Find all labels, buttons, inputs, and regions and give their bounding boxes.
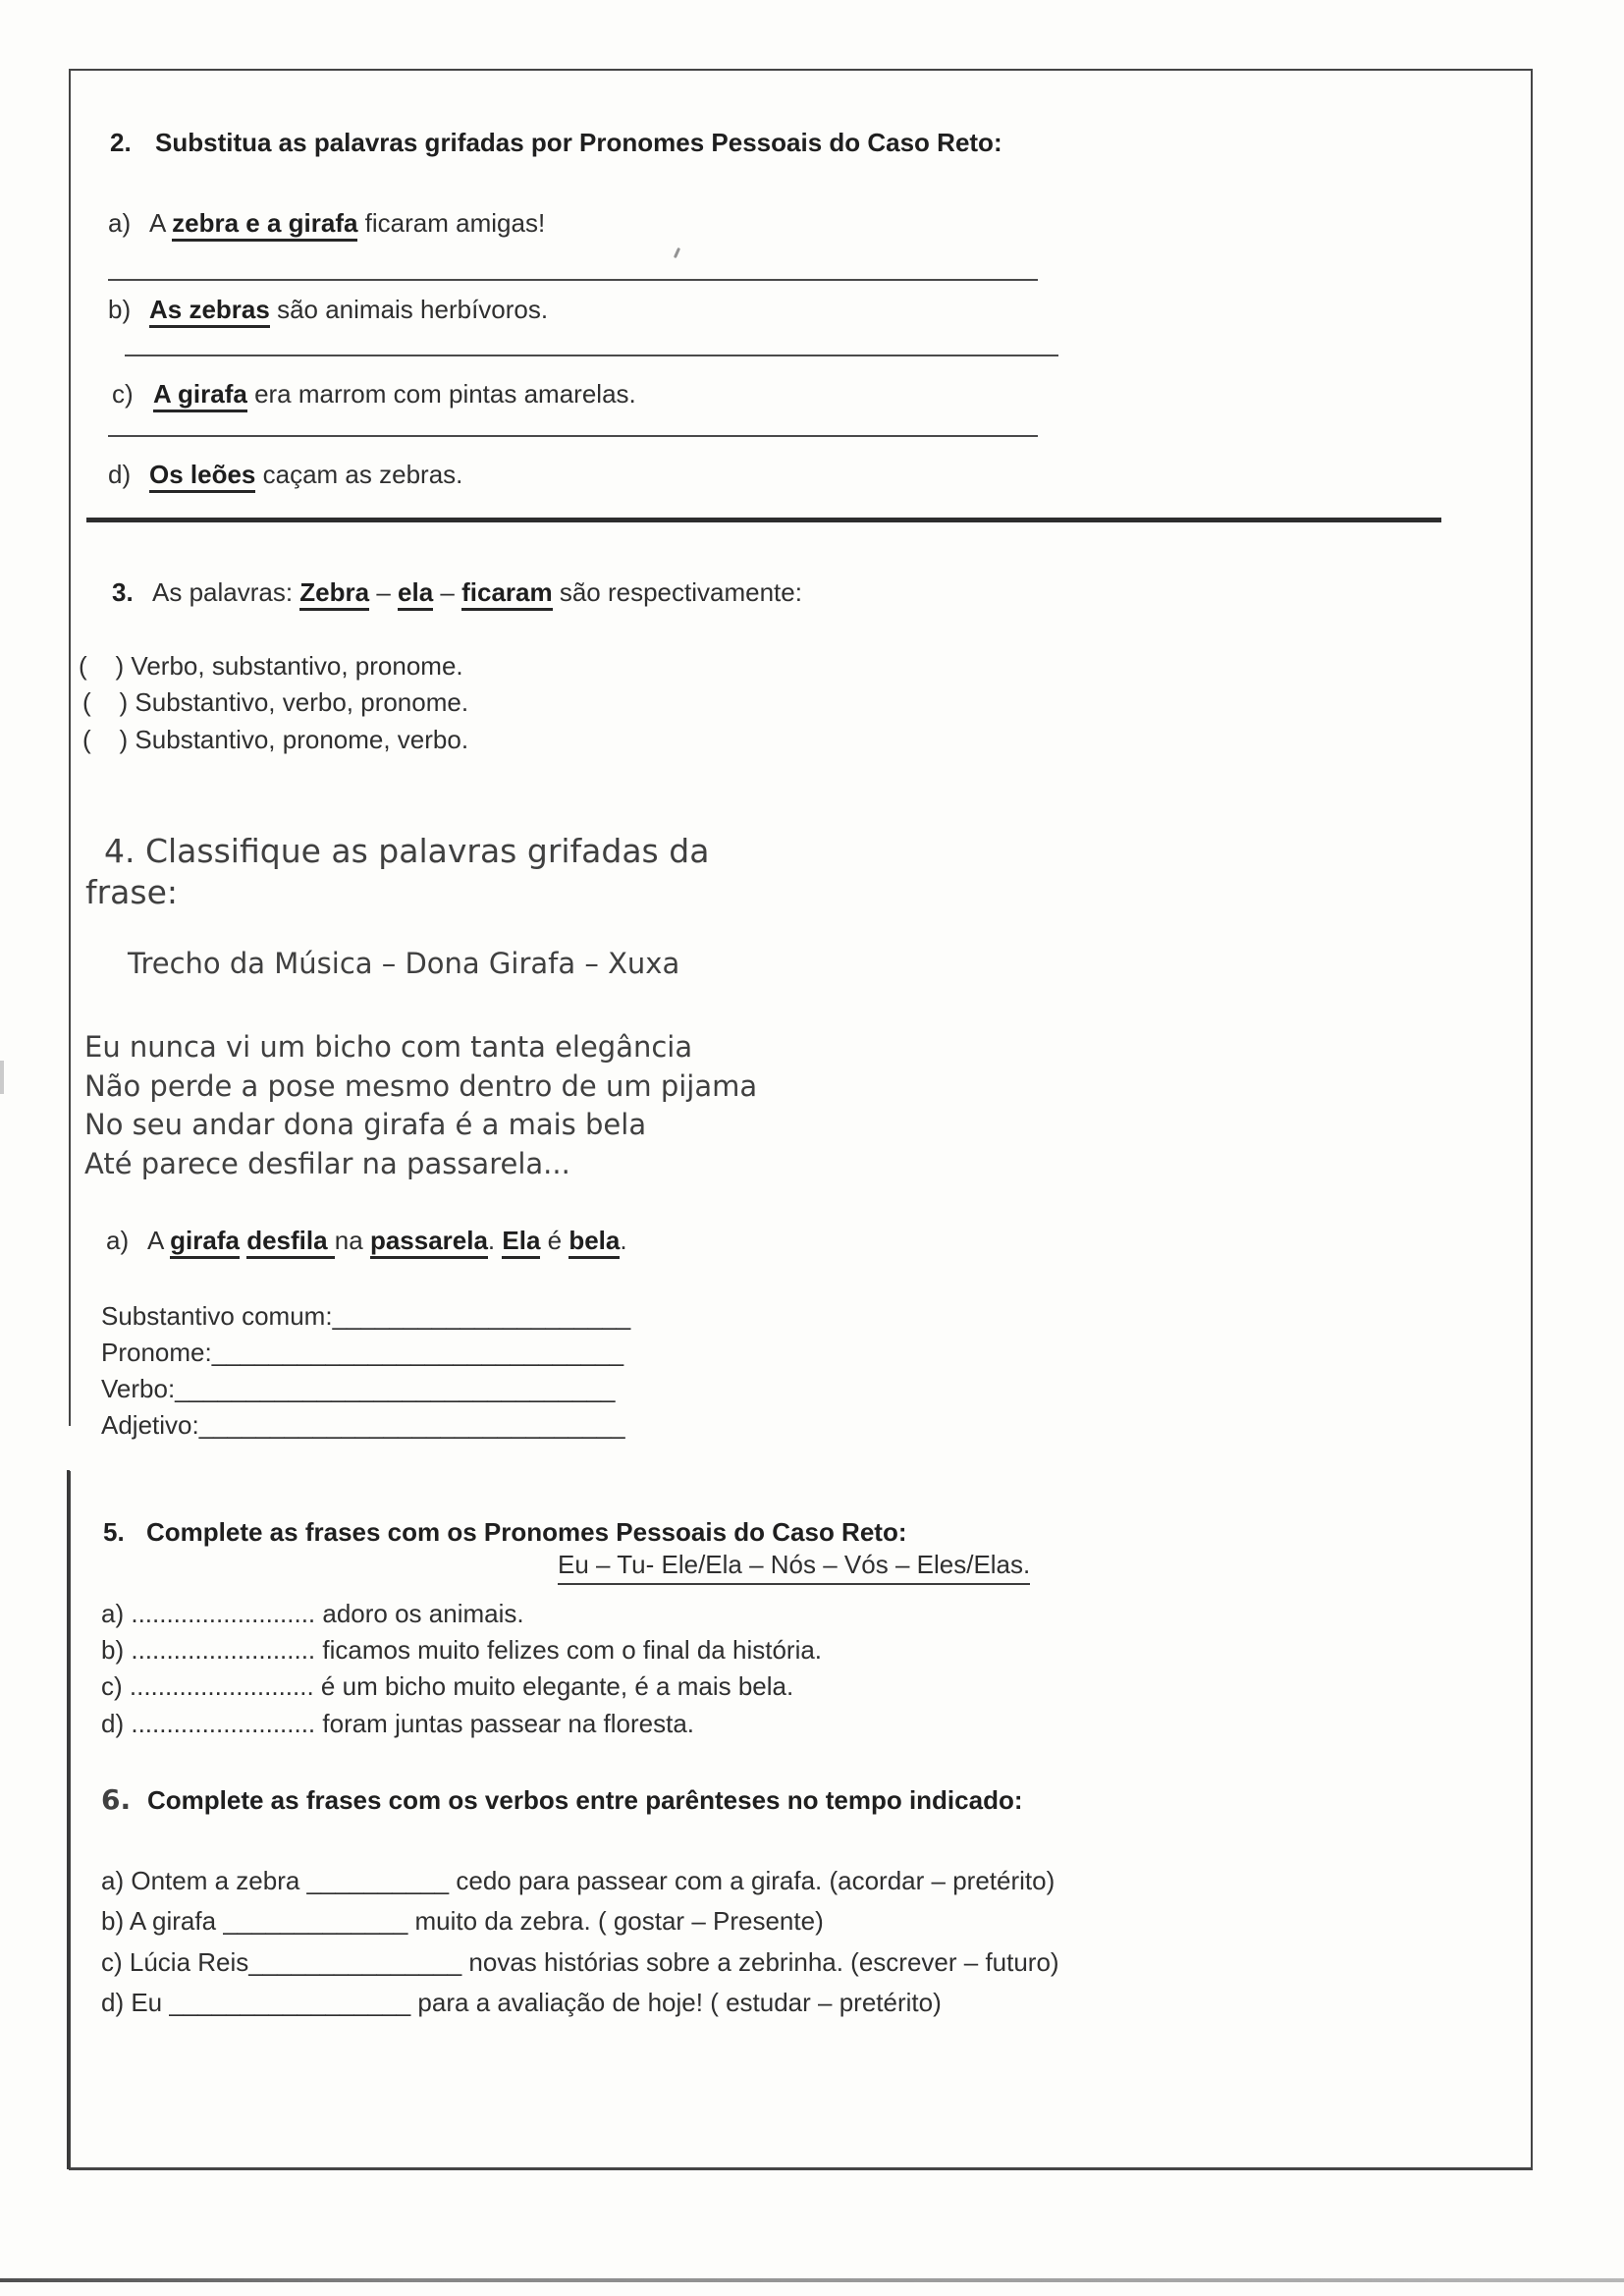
q2-item-b-underlined: As zebras xyxy=(149,295,270,328)
q2-item-b: b) As zebras são animais herbívoros. xyxy=(108,295,548,324)
answer-line-2 xyxy=(125,355,1058,356)
question-6-heading xyxy=(101,1785,1023,1815)
q3-option-1: ( ) Verbo, substantivo, pronome. xyxy=(79,651,463,681)
q2-item-b-label: b) xyxy=(108,295,132,324)
q4-word-ela: Ela xyxy=(502,1226,540,1259)
q4-item-a: a) A girafa desfila na passarela. Ela é bela. xyxy=(106,1226,627,1255)
q3-option-3: ( ) Substantivo, pronome, verbo. xyxy=(82,725,469,754)
q6-title: Complete as frases com os verbos entre parênteses no tempo indicado: xyxy=(147,1785,1023,1815)
answer-line-3 xyxy=(108,435,1038,437)
lyric-line-4: Até parece desfilar na passarela... xyxy=(84,1147,570,1180)
q4-item-a-label: a) xyxy=(106,1226,130,1255)
q5-word-bank: Eu – Tu- Ele/Ela – Nós – Vós – Eles/Elas. xyxy=(558,1550,1030,1579)
question-2-heading xyxy=(110,128,1002,157)
q5-item-a: a) .......................... adoro os animais. xyxy=(101,1599,524,1628)
field-substantivo: Substantivo comum:_____________________ xyxy=(101,1301,631,1331)
q3-option-2: ( ) Substantivo, verbo, pronome. xyxy=(82,687,469,717)
q3-number: 3. xyxy=(112,577,134,607)
q5-item-b: b) .......................... ficamos muito felizes com o final da história. xyxy=(101,1635,823,1665)
field-adjetivo: Adjetivo:______________________________ xyxy=(101,1410,625,1440)
field-verbo: Verbo:_______________________________ xyxy=(101,1374,616,1403)
field-adjetivo-blank: ______________________________ xyxy=(198,1410,625,1440)
q2-item-d-label: d) xyxy=(108,460,132,489)
q2-item-c-underlined: A girafa xyxy=(153,379,247,412)
question-3-heading: 3. As palavras: Zebra – ela – ficaram são respectivamente: xyxy=(112,577,802,607)
field-pronome-blank: _____________________________ xyxy=(211,1338,624,1367)
q4-word-girafa: girafa xyxy=(170,1226,240,1259)
lyric-line-1: Eu nunca vi um bicho com tanta elegância xyxy=(84,1030,693,1064)
q6-item-d: d) Eu _________________ para a avaliação de hoje! ( estudar – pretérito) xyxy=(101,1988,942,2017)
frame-lower-left-border xyxy=(67,1470,70,2169)
q3-word-zebra: Zebra xyxy=(299,577,369,611)
field-verbo-blank: _______________________________ xyxy=(175,1374,616,1403)
question-5-heading xyxy=(103,1517,906,1547)
q2-title: Substitua as palavras grifadas por Pronomes Pessoais do Caso Reto: xyxy=(155,128,1002,157)
q4-word-passarela: passarela xyxy=(370,1226,488,1259)
lyric-line-2: Não perde a pose mesmo dentro de um pijama xyxy=(84,1069,758,1103)
section-divider xyxy=(86,518,1441,522)
q6-item-a: a) Ontem a zebra __________ cedo para passear com a girafa. (acordar – pretérito) xyxy=(101,1866,1056,1895)
q5-item-c: c) .......................... é um bicho muito elegante, é a mais bela. xyxy=(101,1671,794,1701)
q2-item-d: d) Os leões caçam as zebras. xyxy=(108,460,462,489)
q2-item-c: c) A girafa era marrom com pintas amarelas. xyxy=(112,379,636,409)
q6-item-b-blank: _____________ xyxy=(223,1906,408,1936)
q4-word-bela: bela xyxy=(568,1226,620,1259)
q6-item-c: c) Lúcia Reis_______________ novas histórias sobre a zebrinha. (escrever – futuro) xyxy=(101,1947,1059,1977)
q4-word-desfila: desfila xyxy=(246,1226,335,1259)
q2-item-c-label: c) xyxy=(112,379,134,409)
song-title: Trecho da Música – Dona Girafa – Xuxa xyxy=(128,947,680,980)
q5-number: 5. xyxy=(103,1517,125,1547)
question-4-title-line1: 4. Classifique as palavras grifadas da xyxy=(104,832,710,870)
q2-item-a: a) A zebra e a girafa ficaram amigas! xyxy=(108,208,545,238)
q3-word-ela: ela xyxy=(398,577,433,611)
field-substantivo-blank: _____________________ xyxy=(332,1301,631,1331)
question-4-title-line2: frase: xyxy=(85,873,179,911)
lyric-line-3: No seu andar dona girafa é a mais bela xyxy=(84,1108,647,1141)
q2-number: 2. xyxy=(110,128,132,157)
q3-word-ficaram: ficaram xyxy=(461,577,553,611)
q6-item-b: b) A girafa _____________ muito da zebra. ( gostar – Presente) xyxy=(101,1906,824,1936)
q2-item-a-label: a) xyxy=(108,208,132,238)
left-edge-smudge xyxy=(0,1061,4,1094)
field-pronome: Pronome:_____________________________ xyxy=(101,1338,624,1367)
q5-item-d: d) .......................... foram juntas passear na floresta. xyxy=(101,1709,695,1738)
bottom-scan-line xyxy=(0,2278,1624,2282)
frame-border-gap xyxy=(65,1426,75,1471)
answer-line-1 xyxy=(108,279,1038,281)
q6-item-d-blank: _________________ xyxy=(169,1988,411,2017)
q5-title: Complete as frases com os Pronomes Pessoais do Caso Reto: xyxy=(146,1517,907,1547)
q6-number: 6. xyxy=(101,1783,132,1816)
q6-item-a-blank: __________ xyxy=(306,1866,450,1895)
q2-item-a-underlined: zebra e a girafa xyxy=(172,208,357,242)
q2-item-d-underlined: Os leões xyxy=(149,460,255,493)
q6-item-c-blank: _______________ xyxy=(248,1947,462,1977)
